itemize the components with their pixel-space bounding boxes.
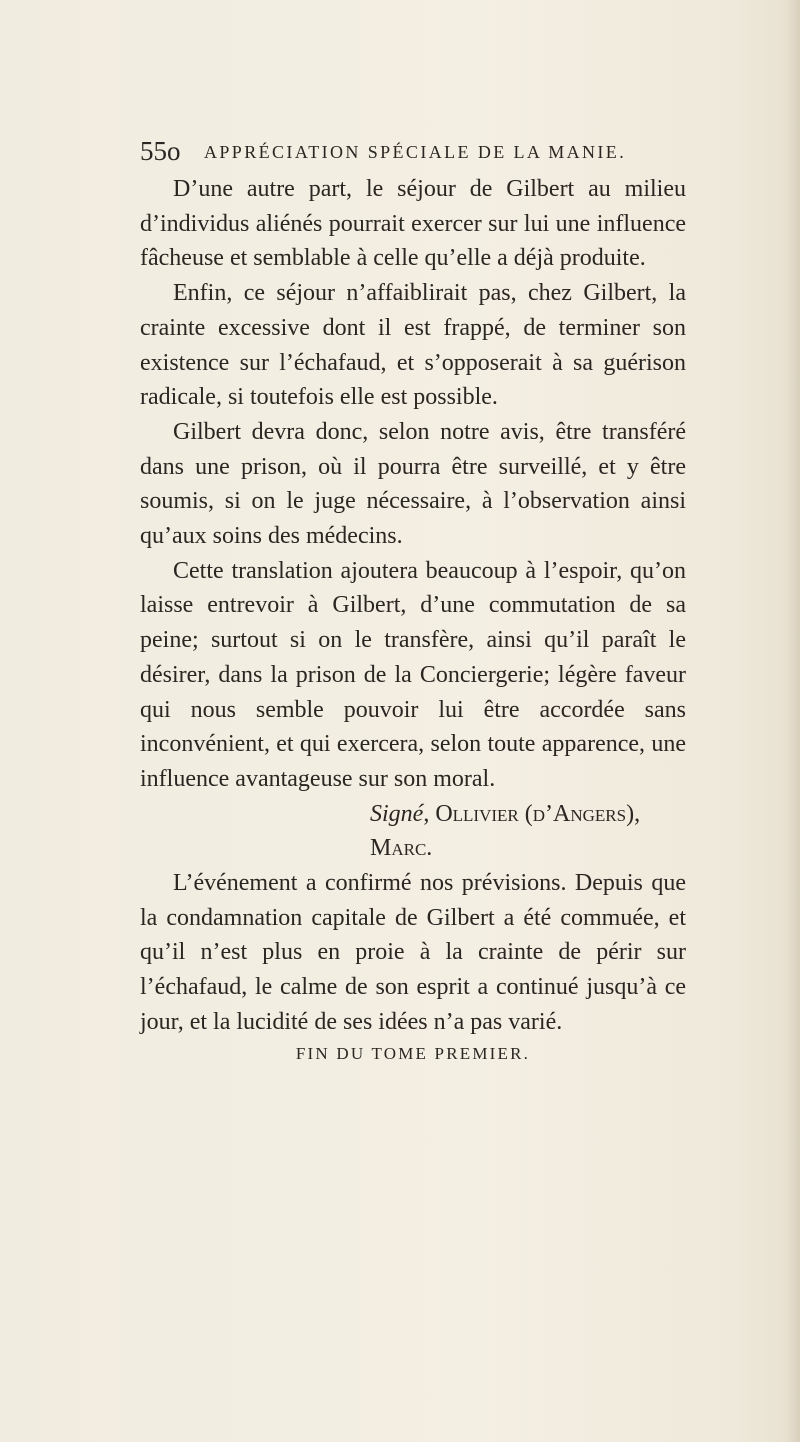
signature-line: [140, 797, 686, 866]
paragraph-final: L’événement a confirmé nos prévisions. Depuis que la condamnation capitale de Gilbert a été commuée, et qu’il n’est plus en proie à la crainte de périr sur l’échafaud, le calme de son esprit a continué jusqu’à ce jour, et la lucidité de ses idées n’a pas varié.: [140, 870, 686, 1035]
paragraph-4: Cette translation ajoutera beaucoup à l’espoir, qu’on laisse entrevoir à Gilbert, d’une commutation de sa peine; surtout si on le transfère, ainsi qu’il paraît le désirer, dans la prison de la Conciergerie; légère faveur qui nous semble pouvoir lui être accordée sans inconvénient, et qui exercera, selon toute apparence, une influence avantageuse sur son moral.: [140, 557, 686, 792]
running-title: APPRÉCIATION SPÉCIALE DE LA MANIE.: [204, 142, 627, 162]
end-of-volume: FIN DU TOME PREMIER.: [295, 1044, 531, 1063]
page-edge-shadow: [786, 0, 800, 1442]
paragraph-3: Gilbert devra donc, selon notre avis, être transféré dans une prison, où il pourra être surveillé, et y être soumis, si on le juge nécessaire, à l’observation ainsi qu’aux soins des médecins.: [140, 418, 686, 550]
body-text: [140, 172, 686, 1040]
signed-label: Signé: [370, 800, 424, 827]
running-header: [140, 134, 700, 174]
signatory-names: Ollivier (d’Angers), Marc.: [370, 800, 641, 862]
signature-separator: ,: [423, 800, 436, 827]
page-number: 55o: [140, 136, 181, 166]
paragraph-1: D’une autre part, le séjour de Gilbert au milieu d’individus aliénés pourrait exercer sur lui une influence fâcheuse et semblable à celle qu’elle a déjà produite.: [140, 176, 686, 272]
paragraph-2: Enfin, ce séjour n’affaiblirait pas, chez Gilbert, la crainte excessive dont il est frappé, de terminer son existence sur l’échafaud, et s’opposerait à sa guérison radicale, si toutefois elle est possible.: [140, 280, 686, 411]
